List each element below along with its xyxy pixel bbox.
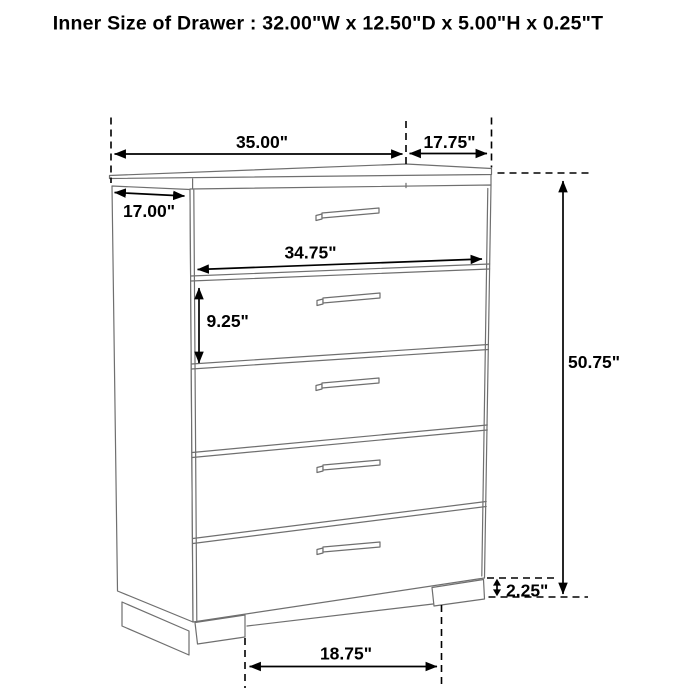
handle-cap — [317, 299, 323, 306]
handle-cap — [316, 384, 322, 391]
dim-side-depth-label: 17.00" — [122, 201, 176, 221]
dim-top-width-label: 35.00" — [235, 132, 289, 152]
dim-drawer-width-label: 34.75" — [284, 242, 337, 263]
dim-leg-spacing-label: 18.75" — [319, 643, 373, 664]
handle-cap — [317, 466, 323, 473]
chest-drawing — [110, 164, 492, 655]
diagram-title: Inner Size of Drawer : 32.00"W x 12.50"D x 5.00"H x 0.25"T — [52, 12, 604, 35]
dim-top-depth-label: 17.75" — [423, 132, 476, 152]
handle-cap — [316, 214, 322, 221]
side-panel — [112, 186, 193, 622]
dim-base-height-label: 2.25" — [506, 580, 549, 601]
handle-cap — [317, 548, 323, 555]
dim-drawer-height-label: 9.25" — [206, 311, 249, 331]
front-panel — [190, 185, 491, 622]
dim-overall-height-label: 50.75" — [568, 352, 621, 372]
